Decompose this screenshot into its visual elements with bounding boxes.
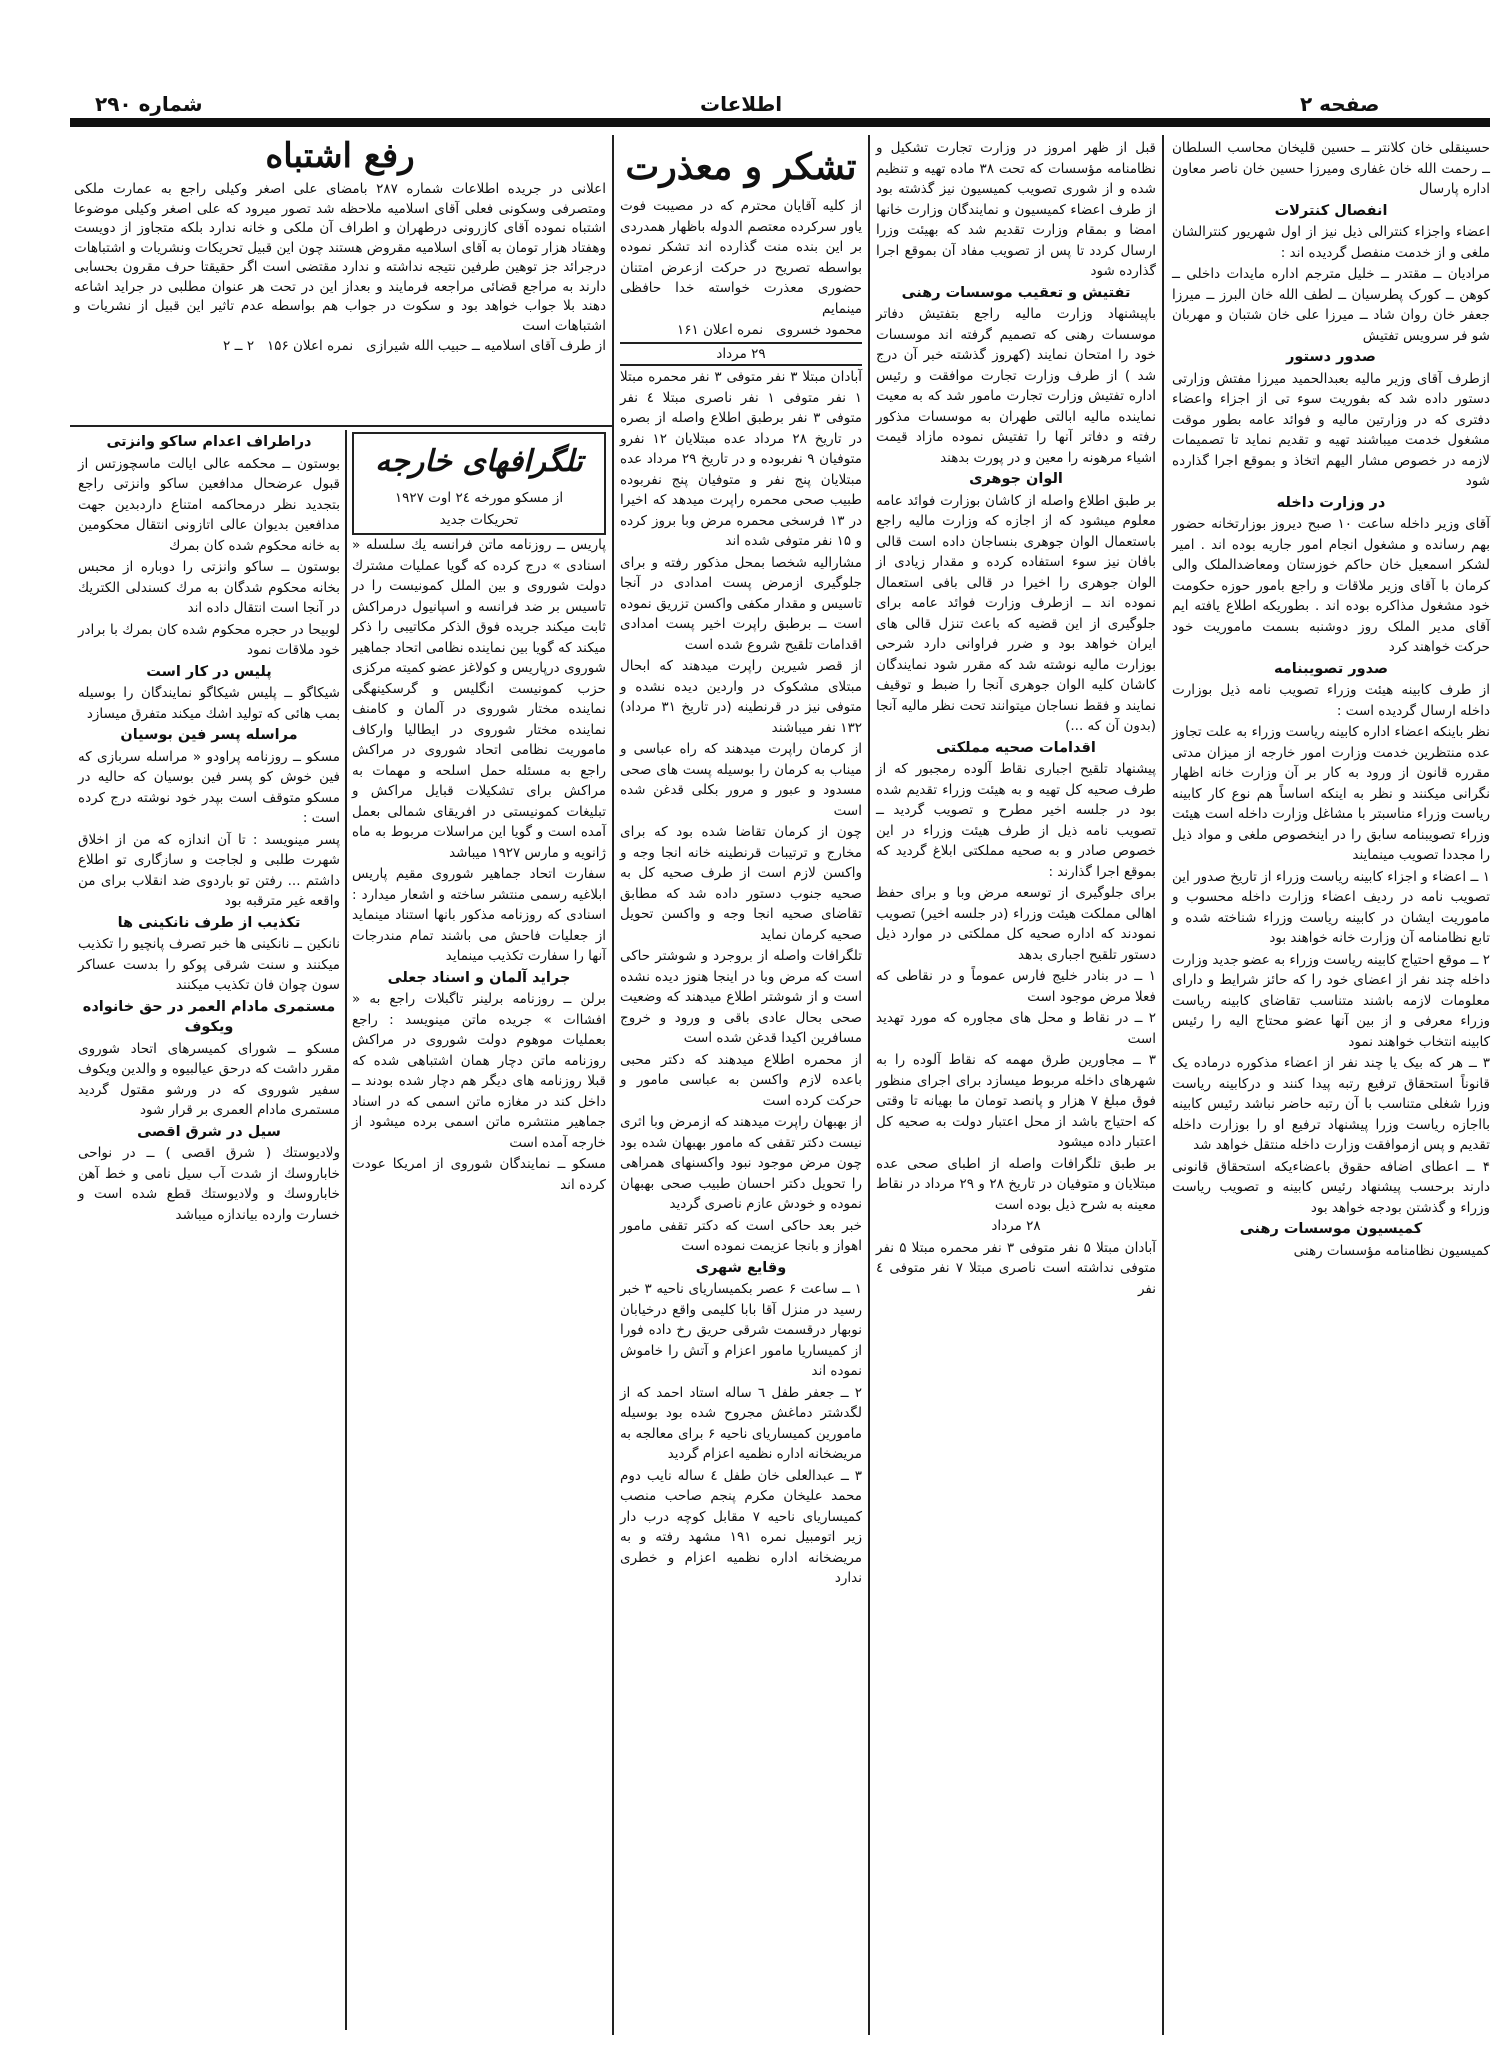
column-3 [620,138,862,1590]
paragraph: برای جلوگیری از توسعه مرض وبا و برای حفظ اهالی مملکت هیئت وزراء (در جلسه اخیر) تصویب نمودند که اداره صحیه کل مملکتی در موارد ذیل دستور تلقیح اجباری بدهد [876,885,1156,963]
dismissal-list: حسینقلی خان کلانتر ــ حسین قلیخان محاسب السلطان ــ رحمت الله خان غفاری ومیرزا حسین خان ناصر معاون اداره پارسال [1172,140,1490,197]
paragraph: پیشنهاد تلقیح اجباری نقاط آلوده رمجبور که از طرف صحیه کل تهیه و به هیئت وزراء تقدیم شده بود در جلسه اخیر مطرح و تصویب گردید ــ تصویب نامه ذیل از طرف هیئت وزراء در این خصوص صادر و به صحیه مملکتی ابلاغ گردید که بموقع اجرا گذارند : [876,761,1156,880]
paragraph: خبر بعد حاکی است که دکتر تقفی مامور اهواز و بانجا عزیمت نموده است [620,1217,862,1254]
issue-number: شماره ۲۹۰ [95,92,203,116]
paragraph: ۱ ــ اعضاء و اجزاء کابینه ریاست وزراء از تاریخ صدور این تصویب نامه در ردیف اعضاء وزارت داخله محسوب و ماموریت ایشان در کابینه ریاست وزراء شناخته شده و تابع نظامنامه آن وزارت خانه خواهند بود [1172,868,1490,946]
paragraph: باپیشنهاد وزارت مالیه راجع بتفتیش دفاتر موسسات رهنی که تصمیم گرفته اند موسسات خود را امتحان نمایند (کهروز گذشته خبر آن درج شد ) از طرف وزارت تجارت موافقت و رئیس اداره تفتیش وزارت تجارت مامور شد که به معیت نماینده مالیه ابالتی طهران به موسسات مذکور رفته و دفاتر آنها را تفتیش نموده مازاد قیمت اشیاء مرهونه را معین و در پورت بدهند [876,306,1156,466]
paragraph: پاریس ــ روزنامه ماتن فرانسه یك سلسله « اسنادی » درج کرده که گویا عملیات مشترك دولت شوروی و بین الملل کمونیست را در تاسیس بر ضد فرانسه و اسپانیول درمراکش ثابت میکند جریده فوق الذکر مکاتیبی را ذکر میکند که گویا بین نماینده نظامی اتحاد جماهیر شوروی درپاریس و کولاغز عضو کمیته مرکزی حزب کمونیست انگلیس و گرسکینهگی نماینده مختار شوروی در آلمان و کامنف نماینده مختار شوروی در ایطالیا وارکاف ماموریت نظامی اتحاد شوروی در مراکش راجع به مسئله حمل اسلحه و مهمات به مراکش برای تشکیلات قبایل مراکش و تبلیغات کمونیستی در افریقای شمالی بعمل آمده است و گویا این مراسلات مربوط به ماه ژانویه و مارس ۱۹۲۷ میباشد [352,537,606,861]
paragraph: بر طبق اطلاع واصله از کاشان بوزارت فوائد عامه معلوم میشود که از اجازه که وزارت مالیه راجع باستعمال الوان جوهری بنساجان داده است قالی بافان نیز سوء استفاده کرده و مقدار زیادی از الوان جوهری را اخیرا در قالی بافی استعمال نموده اند ــ ازطرف وزارت فوائد عامه برای جلوگیری از این قضیه که باعث تنزل قالی های ایران خواهد بود و ضرر فراوانی دارد شرحی بوزارت مالیه نوشته شد که مقرر شود نمایندگان کاشان کلیه الوان جوهری آنجا را ضبط و توقیف نمایند و فقط نساجان میتوانند تحت نظر مالیه آنجا (بدون آن که ...) [876,492,1156,734]
paragraph: ۳ ــ عبدالعلی خان طفل ٤ ساله نایب دوم محمد علیخان مکرم پنجم صاحب منصب کمیساریای ناحیه ۷ مقابل کوچه درب دار زیر اتومبیل نمره ۱۹۱ مشهد رفته و به مریضخانه اداره نظمیه اعزام و خطری ندارد [620,1467,863,1586]
paragraph: برلن ــ روزنامه برلینر تاگبلات راجع به « افشاات » جریده ماتن مینویسد : راجع بعملیات موهوم دولت شوروی در مراکش روزنامه ماتن دچار همان اشتباهی شده که قبلا روزنامه های دیگر هم دچار شده بودند ــ داخل کند در مغازه ماتن اسمی که در اسناد جماهیر منتشره ماتن اسمی برده میشود از خارجه آمده است [352,991,606,1151]
subheading: الوان جوهری [969,471,1063,487]
subheading: در وزارت داخله [1276,494,1386,511]
paragraph: نانکین ــ نانکینی ها خبر تصرف پانچیو را تکذیب میکنند و سنت شرقی پوکو را بدست عساکر سون چوان فان تکذیب میکنند [78,936,340,993]
page-number: صفحه ۲ [1300,92,1380,116]
paragraph: از محمره اطلاع میدهند که دکتر محبی باعده لازم واکسن به عباسی مامور و حرکت کرده است [620,1051,862,1109]
subheading: تفتیش و تعقیب موسسات رهنی [901,284,1131,301]
paragraph: از کرمان راپرت میدهند که راه عباسی و میناب به کرمان را بوسیله پست های صحی مسدود و عبور و مرور بکلی قدغن شده است [620,741,862,819]
paragraph: از کلیه آقایان محترم که در مصیبت فوت یاور سرکرده معتصم الدوله باظهار همدردی بر این بنده منت گذارده اند تشکر نموده بواسطه تصریح در حرکت ازعرض امتنان حضوری معذرت خواسته خدا حافظی مینمایم [620,198,862,317]
subheading: پلیس در کار است [146,663,272,680]
paragraph: سفارت اتحاد جماهیر شوروی مقیم پاریس ابلاغیه رسمی منتشر ساخته و اشعار میدارد : اسنادی که روزنامه مذکور بانها استناد مینماید از جعلیات فاحش می باشند تمام مندرجات آنها را سفارت تکذیب مینماید [352,866,606,964]
paragraph: از بهبهان راپرت میدهند که ازمرض وبا اثری نیست دکتر تقفی که مامور بهبهان شده بود چون مرض موجود نبود واکسنهای همراهی را تحویل دکتر احسان طبیب صحی بهبهان نموده و خودش عازم ناصری گردید [620,1114,862,1212]
paragraph: از طرف کابینه هیئت وزراء تصویب نامه ذیل بوزارت داخله ارسال گردیده است : [1172,682,1490,719]
paragraph: ۲ ــ موقع احتیاج کابینه ریاست وزراء به عضو جدید وزارت داخله چند نفر از اعضای خود را که حائز شرایط و دارای معلومات لازمه باشند متناسب تقاضای کابینه ریاست وزراء معرفی و از بین آنها عضو محتاج الیه را رئیس کابینه انتخاب خواهند نمود [1172,951,1490,1050]
correction-notice [74,132,606,358]
header-rule [70,118,1490,127]
paragraph: بوستون ــ ساکو وانزتی را دوباره از محبس بخانه محکوم شدگان به مرك کسندلی الکتریك در آنجا است انتقال داده اند [78,559,340,616]
paragraph: ۴ ــ اعطای اضافه حقوق باعضاءیکه استحقاق قانونی دارند برحسب پیشنهاد رئیس کابینه و تصویب ریاست وزراء و گذشتن بودجه خواهد بود [1172,1158,1490,1216]
thanks-title: تشکر و معذرت [625,146,857,188]
paragraph: قبل از ظهر امروز در وزارت تجارت تشکیل و نظامنامه مؤسسات که تحت ۳۸ ماده تهیه و تنظیم شده و از شوری تصویب کمیسیون نیز گذشته بود از طرف اعضاء کمیسیون و نمایندگان وزارت خانها امضا و بمقام وزارت تقدیم شد که بهیئت وزرا ارسال کردد تا پس از تصویب مفاد آن بموقع اجرا گذارده شود [876,140,1156,279]
paragraph: مرادیان ــ مقتدر ــ خلیل مترجم اداره مایدات داخلی ــ کوهن ــ کورک پطرسیان ــ لطف الله خان البرز ــ میرزا جعفر خان روان شاد ــ میرزا علی خان شتبان و مهربان شو فر سرویس تفتیش [1172,266,1490,344]
paragraph: مشارالیه شخصا بمحل مذکور رفته و برای جلوگیری ازمرض پست امدادی در آنجا تاسیس و مقدار مکفی واکسن تزریق نموده است ــ برطبق راپرت اخیر پست امدادی اقدامات تلقیح شروع شده است [620,554,862,653]
paragraph: بوستون ــ محکمه عالی ایالت ماسچوزتس از قبول عرضحال مدافعین ساکو وانزتی راجع بتجدید نظر درمحاکمه امتناع داردبدین جهت مدافعین بدیوان عالی اتازونی انتقال محکومین به خانه محکوم شده کان بمرك [78,455,340,554]
column-2 [876,138,1156,1300]
column-4 [352,432,606,1196]
paragraph: اعلانی در جریده اطلاعات شماره ۲۸۷ بامضای علی اصغر وکیلی راجع به عمارت ملکی ومتصرفی وسکونی فعلی آقای اسلامیه ملاحظه شد تصور میرود که علی اصغر وکیلی موضوعا اشتباه نموده آقای کازرونی درطهران و اطراف آن ملکی و خانه ندارد بلکه متجاوز از دویست وهفتاد هزار تومان به آقای اسلامیه مقروض هستند چون این قبیل تحریکات ونشریات و اشتباهات درجرائد جز توهین طرفین نتیجه نداشته و ندارد مقتضی است اگر حقیقتا حرف مقرون بحسابی دارند به مراجع قضائی مراجعه فرمایند و بعداز این در تحت هر عنوان مطلبی در جراید اشاعه دهند بلا جواب خواهد بود و سکوت در جواب هم بواسطه عدم تاثیر این قبیل از نشریات و اشتباهات است [74,181,606,334]
paragraph: آقای وزیر داخله ساعت ۱۰ صبح دیروز بوزارتخانه حضور بهم رسانده و مشغول انجام امور جاریه بوده اند . امیر لشکر اسمعیل خان حاکم خوزستان ومعاضدالملک والی کرمان با آقای وزیر ملاقات و راجع بامور حوزه حکومت خود مشغول مذاکره بوده اند . بطوریکه اطلاع یافته ایم آقای مدیر الملک روز دوشنبه بسمت ماموریت خود حرکت خواهند کرد [1172,516,1490,655]
paragraph: ۲ ــ جعفر طفل ٦ ساله استاد احمد که از لگدشتر دماغش مجروح شده بود بوسیله مامورین کمیساریای ناحیه ۶ برای معالجه به مریضخانه اداره نظمیه اعزام گردید [620,1384,862,1462]
paragraph: شیکاگو ــ پلیس شیکاگو نمایندگان را بوسیله بمب هائی که تولید اشك میکند متفرق میسازد [78,685,340,722]
column-5 [78,432,340,1226]
ad-number: نمره اعلان ۱۵۶ [266,338,354,354]
paragraph: مسکو ــ شورای کمیسرهای اتحاد شوروی مقرر داشت که درحق عیالبیوه و والدین ویکوف سفیر شوروی که در ورشو مقتول گردید مستمری مادام العمری بر قرار شود [78,1040,340,1118]
paragraph: ۱ ــ در بنادر خلیج فارس عموماً و در نقاطی که فعلا مرض موجود است [876,968,1156,1005]
signature [74,337,606,357]
paragraph: ۳ ــ مجاورین طرق مهمه که نقاط آلوده را به شهرهای داخله مربوط میسازد برای اجرای منظور فوق مبلغ ۷ هزار و پانصد تومان ما بهیانه تا وقتی که احتیاج باشد از محل اعتبار دولت به صحیه کل اعتبار داده میشود [876,1052,1156,1150]
paragraph: ۳ ــ هر که بیک یا چند نفر از اعضاء مذکوره درماده یک قانوناً استحقاق ترفیع رتبه پیدا کنند و درکابینه ریاست وزرا شغلی متناسب با آن رتبه حاضر نباشد رئیس کابینه بااجازه ریاست وزرا پیشنهاد ترفیع او را بوزارت داخله تقدیم و پس ازموافقت وزارت داخله منتقل خواهد شد [1172,1055,1490,1153]
subheading: تحریکات جدید [439,511,519,528]
subheading: سیل در شرق اقصی [137,1123,281,1140]
subheading: صدور دستور [1286,349,1376,365]
date-line: ۲۹ مرداد [620,342,862,367]
paragraph: ۱ ــ ساعت ۶ عصر بکمیساریای ناحیه ۳ خبر رسید در منزل آقا بابا کلیمی واقع درخیابان نوبهار درقسمت شرقی حریق رخ داده فورا از کمیساریا مامور اعزام و آتش را خاموش نموده اند [620,1281,862,1379]
paragraph: پسر مینویسد : تا آن اندازه که من از اخلاق شهرت طلبی و لجاجت و سازگاری تو اطلاع داشتم ... رفتن تو باردوی ضد انقلاب برای من واقعه غیر مترقبه بود [78,831,340,909]
foreign-telegrams-title: تلگرافهای خارجه [375,444,583,479]
signature [620,320,862,341]
section-divider [70,425,612,427]
paragraph: کمیسیون نظامنامه مؤسسات رهنی [1293,1242,1490,1259]
paragraph: مسکو ــ نمایندگان شوروی از امریکا عودت کرده اند [352,1156,606,1193]
paragraph: نظر باینکه اعضاء اداره کابینه ریاست وزراء به علت تجاوز عده منتظرین خدمت وزارت امور خارجه از میزان مدتی مقرره قانون از ورود به کار بر آن وزارت خانه اظهار نگرانی میکنند و نظر به اینکه اساساً هم نوع کار کابینه ریاست وزراء مناسبتر با مشاغل وزارت داخله است هیئت وزراء تصویبنامه سابق را در اینخصوص ملغی و مواد ذیل را مجددا تصویب مینمایند [1172,724,1490,863]
subheading: انفصال کنترلات [1274,202,1388,219]
subheading: مراسله پسر فین بوسیان [120,727,298,743]
paragraph: ۲ ــ در نقاط و محل های مجاوره که مورد تهدید است [876,1010,1156,1047]
column-divider [868,135,870,2035]
subheading: صدور تصویبنامه [1273,660,1389,677]
paragraph: آبادان مبتلا ۵ نفر متوفی ۳ نفر محمره مبتلا ۵ نفر متوفی نداشته است ناصری مبتلا ۷ نفر متوفی ٤ نفر [876,1239,1156,1297]
subheading: دراطراف اعدام ساکو وانزتی [106,434,312,450]
date-line: ۲۸ مرداد [991,1218,1041,1234]
paragraph: از قصر شیرین راپرت میدهند که ابحال مبتلای مشکوک در واردین دیده نشده و متوفی نیز در قرنطینه (در تاریخ ۳۱ مرداد) ۱۳۲ نفر میباشند [620,658,862,736]
subheading: مستمری مادام العمر در حق خانواده ویکوف [82,998,336,1035]
subheading: وقایع شهری [695,1259,787,1276]
signer: از طرف آقای اسلامیه ــ حبیب الله شیرازی [366,338,606,354]
column-divider [612,135,614,2035]
subheading: اقدامات صحیه مملکتی [936,739,1096,756]
paragraph: ولادیوستك ( شرق اقصی ) ــ در نواحی خاباروسك از شدت آب سیل نامی و خط آهن خاباروسك و ولادیوستك قطع شده است و خسارت وارده بیاندازه میباشد [78,1145,340,1223]
paragraph: لوبیحا در حجره محکوم شده کان بمرك با برادر خود ملاقات نمود [78,621,340,658]
paragraph: تلگرافات واصله از بروجرد و شوشتر حاکی است که مرض وبا در اینجا هنوز دیده نشده است و از شوشتر اطلاع میدهند که وضعیت صحی بحال عادی باقی و ورود و خروج مسافرین اکیدا قدغن شده است [620,948,862,1046]
paragraph: اعضاء واجزاء کنترالی ذیل نیز از اول شهریور کنترالشان ملغی و از خدمت منفصل گردیده اند : [1172,224,1490,261]
paragraph: چون از کرمان تقاضا شده بود که برای مخارج و ترتیبات قرنطینه خانه انجا وجه و واکسن لازم است از طرف صحیه کل به صحیه جنوب دستور داده شد که مطابق تقاضای صحیه انجا وجه و واکسن تحویل صحیه کرمان نماید [620,824,862,943]
dateline: از مسکو مورخه ۲٤ اوت ۱۹۲۷ [394,490,564,506]
date-code: ۲ ــ ۲ [223,338,255,354]
subheading: کمیسیون موسسات رهنی [1239,1221,1423,1237]
column-divider [345,430,347,2030]
column-divider [1162,135,1164,2035]
column-1 [1172,138,1490,1262]
subheading: جراید آلمان و اسناد جعلی [387,969,571,986]
correction-title: رفع اشتباه [265,136,415,176]
paragraph: ازطرف آقای وزیر مالیه بعبدالحمید میرزا مفتش وزارتی دستور داده شد که بفوریت سوء تی از اجزاء واعضاء دفتری که در وزارتین مالیه و فوائد عامه بطور موقت مشغول خدمت میباشند تهیه و تقدیم نماید تا تصمیمات لازمه در خصوص مشار الیهم اتخاذ و بموقع اجرا گذارده شود [1172,370,1490,489]
paragraph: آبادان مبتلا ۳ نفر متوفی ۳ نفر محمره مبتلا ۱ نفر متوفی ۱ نفر ناصری مبتلا ٤ نفر متوفی ۳ نفر برطبق اطلاع واصله از بصره در تاریخ ۲۸ مرداد عده مبتلایان ۱۲ نفرو متوفیان ۹ نفربوده و در تاریخ ۲۹ مرداد عده مبتلایان پنج نفر و متوفیان پنج نفربوده طبیب صحی محمره راپرت میدهد که اخیرا در ۱۳ فرسخی محمره مرض وبا بروز کرده و ۱۵ نفر متوفی شده اند [620,369,863,549]
ad-number: نمره اعلان ۱۶۱ [676,322,764,338]
newspaper-name: اطلاعات [700,92,783,116]
paragraph: مسکو ــ روزنامه پراودو « مراسله سربازی که فین خوش کو پسر فین بوسیان که حالیه در مسکو متوقف است بپدر خود نوشته درج کرده است : [78,748,340,826]
signer: محمود خسروی [776,322,862,338]
subheading: تکذیب از طرف نانکینی ها [117,914,301,931]
paragraph: بر طبق تلگرافات واصله از اطبای صحی عده مبتلایان و متوفیان در تاریخ ۲۸ و ۲۹ مرداد در نقاط معینه به شرح ذیل بوده است [876,1155,1157,1213]
